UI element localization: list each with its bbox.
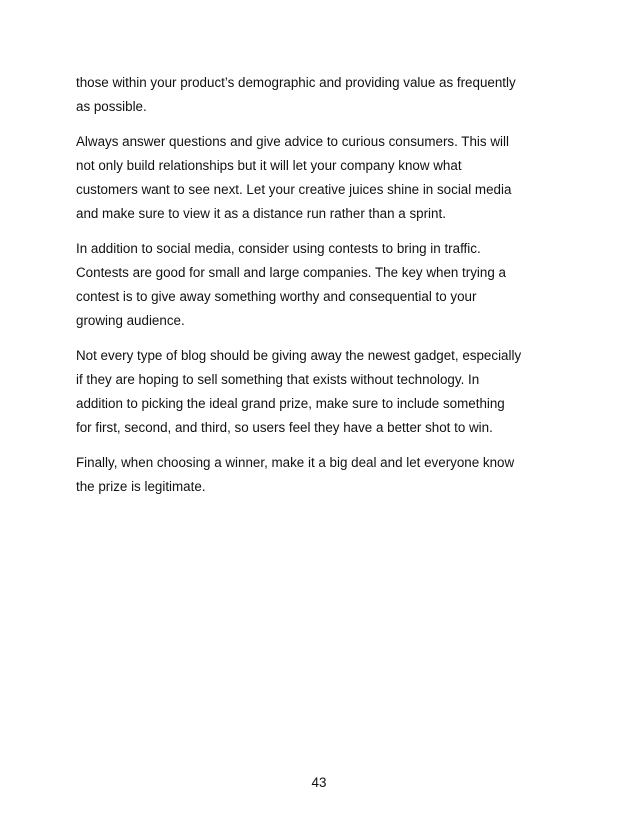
text-line: contest is to give away something worthy and consequential to your [76,289,477,304]
text-line: if they are hoping to sell something that exists without technology. In [76,372,480,387]
body-text [76,71,576,510]
text-line: addition to picking the ideal grand prize, make sure to include something [76,396,505,411]
paragraph-2 [76,130,576,226]
text-line: and make sure to view it as a distance run rather than a sprint. [76,206,446,221]
text-line: Not every type of blog should be giving away the newest gadget, especially [76,348,522,363]
text-line: as possible. [76,99,147,114]
paragraph-5 [76,451,576,499]
paragraph-4 [76,344,576,440]
text-line: customers want to see next. Let your creative juices shine in social media [76,182,512,197]
text-line: the prize is legitimate. [76,479,206,494]
text-line: Contests are good for small and large companies. The key when trying a [76,265,506,280]
text-line: those within your product’s demographic and providing value as frequently [76,75,516,90]
text-line: not only build relationships but it will let your company know what [76,158,462,173]
page-number: 43 [311,775,327,790]
text-line: In addition to social media, consider using contests to bring in traffic. [76,241,481,256]
text-line: for first, second, and third, so users feel they have a better shot to win. [76,420,493,435]
paragraph-1 [76,71,576,119]
paragraph-3 [76,237,576,333]
text-line: Finally, when choosing a winner, make it a big deal and let everyone know [76,455,515,470]
text-line: Always answer questions and give advice to curious consumers. This will [76,134,509,149]
text-line: growing audience. [76,313,185,328]
